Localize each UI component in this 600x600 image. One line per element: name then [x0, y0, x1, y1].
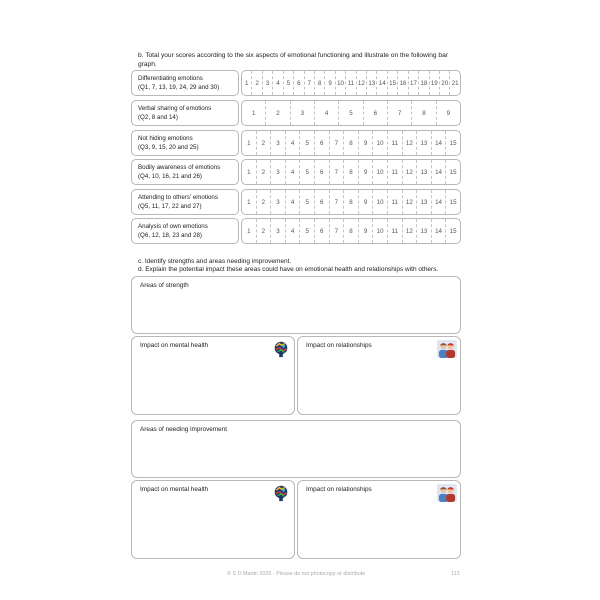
- score-scale: [241, 100, 461, 126]
- score-cell[interactable]: 5: [299, 160, 314, 184]
- improvement-relationships-box[interactable]: [297, 480, 461, 559]
- score-row-label: [131, 159, 239, 185]
- score-cell[interactable]: 3: [270, 219, 285, 243]
- aspect-title: Differentiating emotions: [138, 75, 203, 82]
- score-cell[interactable]: 9: [324, 71, 334, 95]
- strengths-relationships-box[interactable]: [297, 336, 461, 415]
- score-cell[interactable]: 12: [356, 71, 366, 95]
- score-cell[interactable]: 8: [314, 71, 324, 95]
- instruction-c: c. Identify strengths and areas needing improvement.: [138, 258, 292, 265]
- score-cell[interactable]: 1: [251, 109, 256, 117]
- strengths-mental-health-box[interactable]: [131, 336, 295, 415]
- score-cell[interactable]: 1: [244, 79, 249, 87]
- score-cell[interactable]: 13: [416, 160, 431, 184]
- score-cell[interactable]: 4: [285, 160, 300, 184]
- score-row-label: [131, 70, 239, 96]
- brain-icon: [272, 484, 290, 502]
- score-cell[interactable]: 12: [402, 131, 417, 155]
- score-row-label: [131, 130, 239, 156]
- score-cell[interactable]: 5: [299, 131, 314, 155]
- score-cell[interactable]: 6: [314, 190, 329, 214]
- score-cell[interactable]: 3: [262, 71, 272, 95]
- score-cell[interactable]: 4: [285, 131, 300, 155]
- people-icon: [437, 484, 457, 502]
- score-cell[interactable]: 21: [449, 71, 459, 95]
- aspect-questions: (Q1, 7, 13, 19, 24, 29 and 30): [138, 84, 220, 91]
- score-row-label: [131, 100, 239, 126]
- aspect-title: Not hiding emotions: [138, 135, 193, 142]
- score-cell[interactable]: 14: [431, 190, 446, 214]
- improvement-box[interactable]: [131, 420, 461, 478]
- score-cell[interactable]: 11: [345, 71, 355, 95]
- score-cell[interactable]: 4: [314, 101, 338, 125]
- aspect-questions: (Q6, 12, 18, 23 and 28): [138, 232, 202, 239]
- score-row: [131, 130, 461, 156]
- improvement-mental-health-box[interactable]: [131, 480, 295, 559]
- score-cell[interactable]: 10: [372, 131, 387, 155]
- strengths-box[interactable]: [131, 276, 461, 334]
- score-scale: [241, 70, 461, 96]
- score-cell[interactable]: 4: [285, 219, 300, 243]
- score-cell[interactable]: 15: [445, 160, 460, 184]
- score-cell[interactable]: 7: [329, 131, 344, 155]
- aspect-title: Verbal sharing of emotions: [138, 105, 212, 112]
- score-cell[interactable]: 3: [270, 190, 285, 214]
- score-cell[interactable]: 4: [272, 71, 282, 95]
- score-cell[interactable]: 11: [387, 219, 402, 243]
- score-cell[interactable]: 6: [314, 160, 329, 184]
- score-row-label: [131, 218, 239, 244]
- score-cell[interactable]: 3: [290, 101, 314, 125]
- people-icon: [437, 340, 457, 358]
- improvement-relationships-title: Impact on relationships: [306, 486, 372, 493]
- score-cell[interactable]: 1: [247, 139, 251, 147]
- improvement-title: Areas of needing improvement: [140, 426, 228, 433]
- instructions-cd: [138, 258, 478, 274]
- score-row: [131, 159, 461, 185]
- aspect-questions: (Q3, 9, 15, 20 and 25): [138, 144, 199, 151]
- score-cell[interactable]: 1: [247, 227, 251, 235]
- score-cell[interactable]: 5: [299, 219, 314, 243]
- score-cell[interactable]: 14: [431, 160, 446, 184]
- score-scale: [241, 159, 461, 185]
- score-cell[interactable]: 9: [358, 131, 373, 155]
- score-cell[interactable]: 15: [445, 131, 460, 155]
- score-cell[interactable]: 12: [402, 160, 417, 184]
- score-cell[interactable]: 4: [285, 190, 300, 214]
- score-cell[interactable]: 12: [402, 190, 417, 214]
- score-cell[interactable]: 15: [387, 71, 397, 95]
- score-cell[interactable]: 16: [397, 71, 407, 95]
- score-cell[interactable]: 20: [439, 71, 449, 95]
- score-row: [131, 189, 461, 215]
- strengths-mental-health-title: Impact on mental health: [140, 342, 209, 349]
- score-cell[interactable]: 2: [256, 190, 271, 214]
- page-number: 113: [451, 571, 460, 577]
- score-cell[interactable]: 9: [358, 160, 373, 184]
- score-cell[interactable]: 6: [293, 71, 303, 95]
- aspect-title: Bodily awareness of emotions: [138, 164, 221, 171]
- improvement-mental-health-title: Impact on mental health: [140, 486, 209, 493]
- score-cell[interactable]: 5: [283, 71, 293, 95]
- score-cell[interactable]: 8: [343, 160, 358, 184]
- score-cell[interactable]: 14: [431, 219, 446, 243]
- aspect-questions: (Q5, 11, 17, 22 and 27): [138, 203, 202, 210]
- score-row-label: [131, 189, 239, 215]
- score-cell[interactable]: 2: [251, 71, 261, 95]
- score-cell[interactable]: 8: [411, 101, 435, 125]
- instruction-b: b. Total your scores according to the six aspects of emotional functioning and illustrate on the following bar graph.: [138, 52, 448, 68]
- score-cell[interactable]: 2: [256, 160, 271, 184]
- aspect-title: Attending to others' emotions: [138, 194, 218, 201]
- score-cell[interactable]: 19: [429, 71, 439, 95]
- score-cell[interactable]: 14: [431, 131, 446, 155]
- aspect-questions: (Q2, 8 and 14): [138, 114, 178, 121]
- aspect-title: Analysis of own emotions: [138, 223, 208, 230]
- score-cell[interactable]: 2: [256, 131, 271, 155]
- score-cell[interactable]: 11: [387, 190, 402, 214]
- score-cell[interactable]: 13: [416, 190, 431, 214]
- score-cell[interactable]: 10: [372, 219, 387, 243]
- score-cell[interactable]: 1: [247, 168, 251, 176]
- score-cell[interactable]: 14: [376, 71, 386, 95]
- score-cell[interactable]: 12: [402, 219, 417, 243]
- score-cell[interactable]: 10: [372, 190, 387, 214]
- score-cell[interactable]: 7: [329, 160, 344, 184]
- score-row: [131, 218, 461, 244]
- score-cell[interactable]: 2: [265, 101, 289, 125]
- score-cell[interactable]: 15: [445, 190, 460, 214]
- score-cell[interactable]: 13: [416, 219, 431, 243]
- instruction-d: d. Explain the potential impact these areas could have on emotional health and relationships with others.: [138, 266, 439, 274]
- score-cell[interactable]: 3: [270, 131, 285, 155]
- score-cell[interactable]: 6: [314, 131, 329, 155]
- score-scale: [241, 189, 461, 215]
- score-cell[interactable]: 3: [270, 160, 285, 184]
- strengths-title: Areas of strength: [140, 282, 189, 289]
- score-cell[interactable]: 1: [247, 198, 251, 206]
- aspect-questions: (Q4, 10, 16, 21 and 26): [138, 173, 202, 180]
- score-cell[interactable]: 10: [372, 160, 387, 184]
- score-scale: [241, 130, 461, 156]
- score-cell[interactable]: 8: [343, 190, 358, 214]
- score-cell[interactable]: 5: [299, 190, 314, 214]
- score-cell[interactable]: 6: [314, 219, 329, 243]
- score-cell[interactable]: 17: [408, 71, 418, 95]
- score-cell[interactable]: 5: [338, 101, 362, 125]
- score-cell[interactable]: 13: [416, 131, 431, 155]
- score-cell[interactable]: 7: [329, 219, 344, 243]
- score-cell[interactable]: 11: [387, 131, 402, 155]
- score-cell[interactable]: 6: [363, 101, 387, 125]
- score-cell[interactable]: 10: [335, 71, 345, 95]
- score-cell[interactable]: 7: [387, 101, 411, 125]
- brain-icon: [272, 340, 290, 358]
- score-cell[interactable]: 9: [358, 190, 373, 214]
- score-cell[interactable]: 2: [256, 219, 271, 243]
- score-cell[interactable]: 8: [343, 131, 358, 155]
- strengths-relationships-title: Impact on relationships: [306, 342, 372, 349]
- score-row: [131, 70, 461, 96]
- copyright-notice: © S D Martin 2026 - Please do not photocopy or distribute: [227, 571, 366, 577]
- score-cell[interactable]: 9: [358, 219, 373, 243]
- score-cell[interactable]: 8: [343, 219, 358, 243]
- score-cell[interactable]: 7: [304, 71, 314, 95]
- score-cell[interactable]: 9: [436, 101, 460, 125]
- score-cell[interactable]: 13: [366, 71, 376, 95]
- score-row: [131, 100, 461, 126]
- score-cell[interactable]: 11: [387, 160, 402, 184]
- score-cell[interactable]: 7: [329, 190, 344, 214]
- score-cell[interactable]: 15: [445, 219, 460, 243]
- score-cell[interactable]: 18: [418, 71, 428, 95]
- score-scale: [241, 218, 461, 244]
